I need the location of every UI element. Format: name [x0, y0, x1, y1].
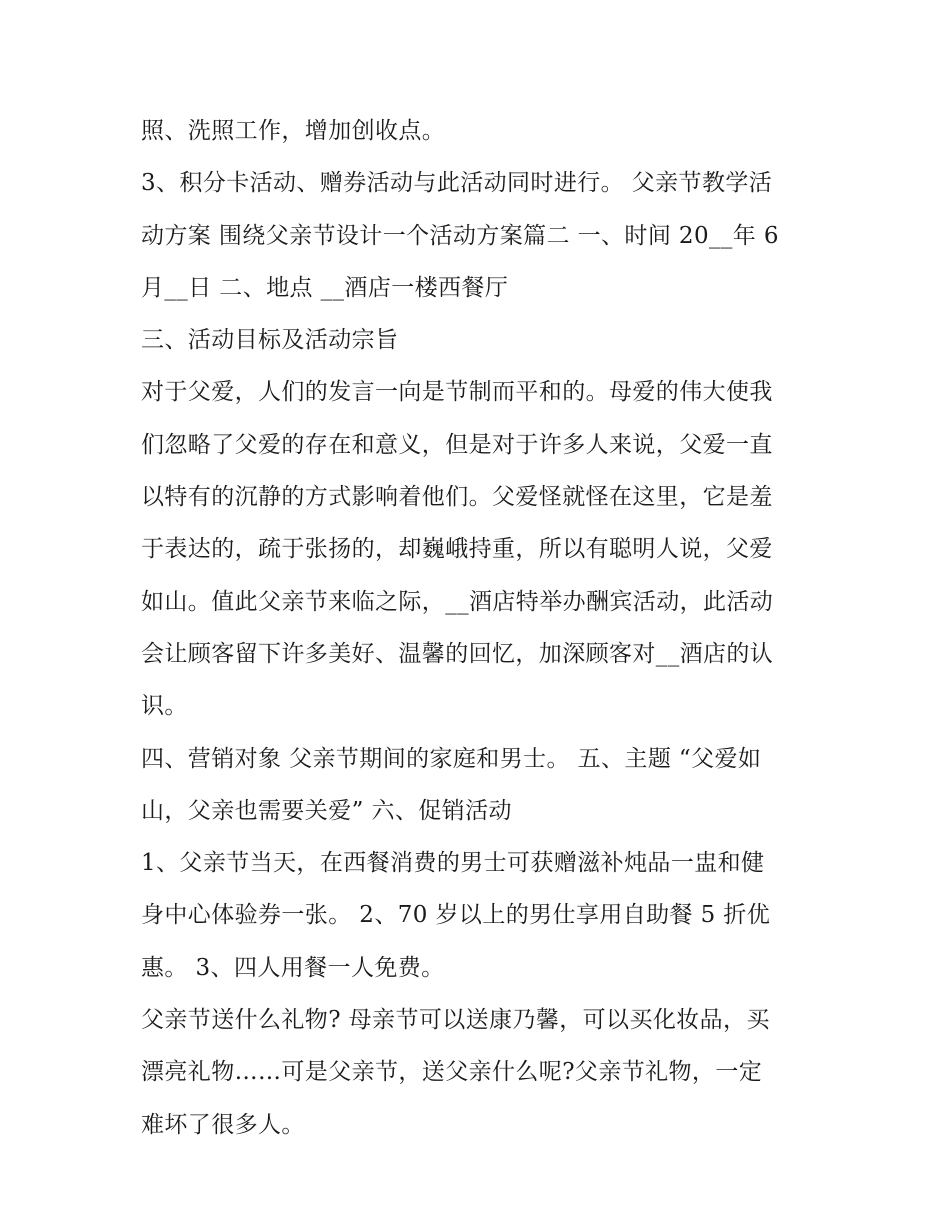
- paragraph-promotions: [141, 837, 821, 994]
- paragraph-fatherly-love: [141, 366, 821, 732]
- text-line: 身中心体验券一张。 2、70 岁以上的男仕享用自助餐 5 折优: [141, 902, 771, 929]
- paragraph-photo-service: [141, 105, 821, 157]
- text-line: 四、营销对象 父亲节期间的家庭和男士。 五、主题 “父爱如: [141, 745, 762, 772]
- text-line: 以特有的沉静的方式影响着他们。父爱怪就怪在这里，它是羞: [141, 484, 773, 511]
- text-line: 于表达的，疏于张扬的，却巍峨持重，所以有聪明人说，父爱: [141, 536, 773, 563]
- text-line: 山，父亲也需要关爱” 六、促销活动: [141, 797, 512, 824]
- text-line: 月__日 二、地点 __酒店一楼西餐厅: [141, 274, 509, 301]
- text-line: 动方案 围绕父亲节设计一个活动方案篇二 一、时间 20__年 6: [141, 222, 779, 249]
- text-line: 父亲节送什么礼物? 母亲节可以送康乃馨，可以买化妆品，买: [141, 1007, 770, 1034]
- text-line: 3、积分卡活动、赠券活动与此活动同时进行。 父亲节教学活: [141, 170, 773, 197]
- text-line: 惠。 3、四人用餐一人免费。: [141, 954, 445, 981]
- paragraph-points-card-time-place: [141, 157, 821, 314]
- text-line: 如山。值此父亲节来临之际，__酒店特举办酬宾活动，此活动: [141, 588, 774, 615]
- text-line: 们忽略了父爱的存在和意义，但是对于许多人来说，父爱一直: [141, 431, 773, 458]
- text-line: 三、活动目标及活动宗旨: [141, 327, 399, 354]
- text-line: 照、洗照工作，增加创收点。: [141, 118, 446, 144]
- text-line: 难坏了很多人。: [141, 1111, 305, 1138]
- text-line: 对于父爱，人们的发言一向是节制而平和的。母爱的伟大使我: [141, 379, 773, 406]
- text-line: 漂亮礼物……可是父亲节，送父亲什么呢?父亲节礼物，一定: [141, 1059, 763, 1086]
- document-body: [141, 105, 821, 1151]
- section-heading-goals: [141, 314, 821, 366]
- text-line: 1、父亲节当天，在西餐消费的男士可获赠滋补炖品一盅和健: [141, 850, 765, 877]
- text-line: 识。: [141, 693, 188, 720]
- paragraph-target-theme: [141, 733, 821, 838]
- paragraph-gift-question: [141, 994, 821, 1151]
- text-line: 会让顾客留下许多美好、温馨的回忆，加深顾客对__酒店的认: [141, 640, 774, 667]
